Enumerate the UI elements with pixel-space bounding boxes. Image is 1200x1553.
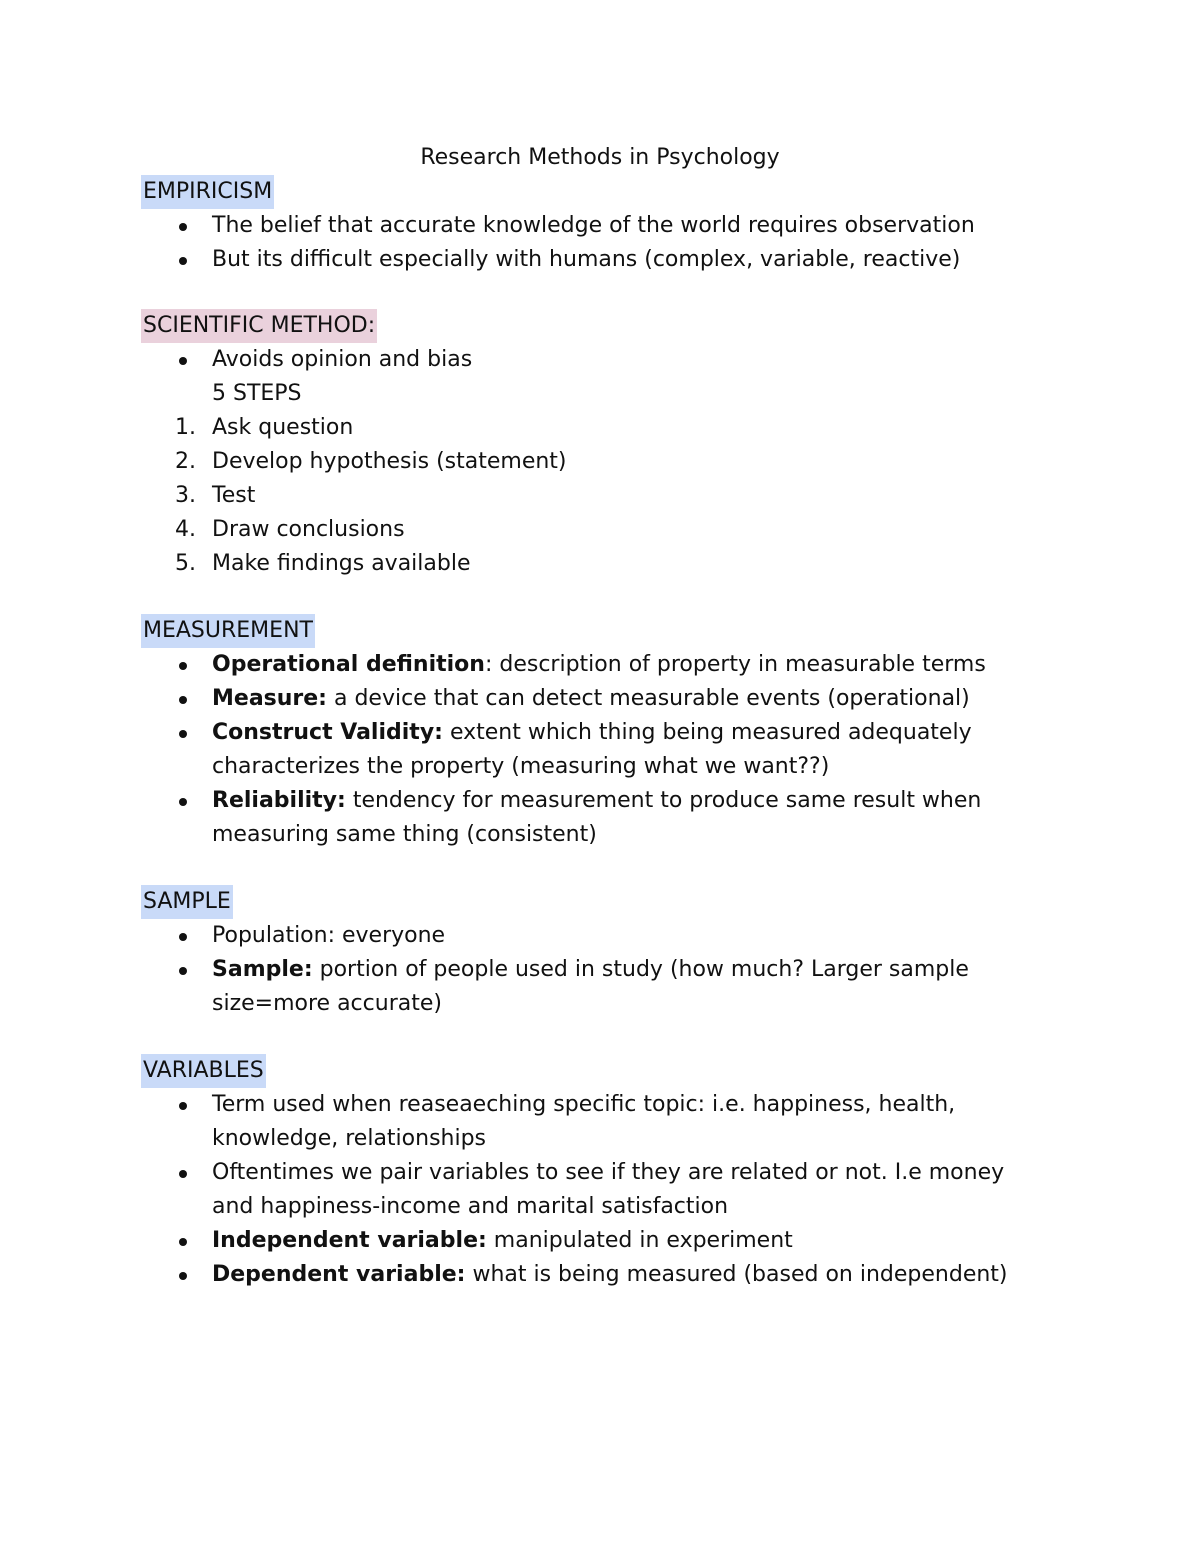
bullet-icon bbox=[179, 933, 187, 941]
term-label: Independent variable: bbox=[212, 1228, 487, 1253]
list-item bbox=[141, 648, 1041, 682]
bullet-icon bbox=[179, 1272, 187, 1280]
step-number: 4. bbox=[175, 517, 196, 542]
bullet-icon bbox=[179, 1238, 187, 1246]
section-variables bbox=[141, 1054, 1041, 1292]
section-measurement bbox=[141, 614, 1041, 852]
section-empiricism bbox=[141, 175, 1041, 277]
step-item bbox=[141, 513, 1041, 547]
section-heading-scientific-method: SCIENTIFIC METHOD: bbox=[141, 309, 377, 343]
step-number: 1. bbox=[175, 415, 196, 440]
term-definition: portion of people used in study (how much? Larger sample size=more accurate) bbox=[212, 957, 969, 1016]
bullet-icon bbox=[179, 798, 187, 806]
step-number: 2. bbox=[175, 449, 196, 474]
list-item-text: Avoids opinion and bias bbox=[212, 347, 473, 372]
term-definition: manipulated in experiment bbox=[486, 1228, 793, 1253]
bullet-icon bbox=[179, 967, 187, 975]
bullet-icon bbox=[179, 696, 187, 704]
bullet-icon bbox=[179, 1170, 187, 1178]
list-item bbox=[141, 209, 1041, 243]
section-scientific-method bbox=[141, 309, 1041, 581]
term-definition: a device that can detect measurable events (operational) bbox=[326, 686, 970, 711]
term-definition: extent which thing being measured adequately characterizes the property (measuring what we want??) bbox=[212, 720, 972, 779]
term-definition: : description of property in measurable terms bbox=[484, 652, 986, 677]
measurement-list bbox=[141, 648, 1041, 852]
term-definition: what is being measured (based on independent) bbox=[465, 1262, 1008, 1287]
list-item bbox=[141, 1156, 1041, 1224]
steps-label: 5 STEPS bbox=[212, 381, 302, 406]
list-item bbox=[141, 343, 1041, 377]
scientific-method-list bbox=[141, 343, 1041, 377]
term-label: Sample: bbox=[212, 957, 313, 982]
list-item bbox=[141, 1088, 1041, 1156]
section-heading-empiricism: EMPIRICISM bbox=[141, 175, 274, 209]
term-label: Construct Validity: bbox=[212, 720, 443, 745]
term-definition: Population: everyone bbox=[212, 923, 446, 948]
step-text: Draw conclusions bbox=[212, 517, 405, 542]
list-item bbox=[141, 953, 1041, 1021]
term-label: Operational definition bbox=[212, 652, 485, 677]
step-item bbox=[141, 445, 1041, 479]
bullet-icon bbox=[179, 357, 187, 365]
bullet-icon bbox=[179, 662, 187, 670]
step-item bbox=[141, 479, 1041, 513]
empiricism-list bbox=[141, 209, 1041, 277]
step-number: 3. bbox=[175, 483, 196, 508]
list-item bbox=[141, 1258, 1041, 1292]
section-heading-measurement: MEASUREMENT bbox=[141, 614, 315, 648]
term-label: Dependent variable: bbox=[212, 1262, 466, 1287]
step-text: Make findings available bbox=[212, 551, 471, 576]
bullet-icon bbox=[179, 730, 187, 738]
bullet-icon bbox=[179, 223, 187, 231]
term-label: Reliability: bbox=[212, 788, 346, 813]
list-item bbox=[141, 716, 1041, 784]
step-number: 5. bbox=[175, 551, 196, 576]
variables-list bbox=[141, 1088, 1041, 1292]
bullet-icon bbox=[179, 257, 187, 265]
list-item bbox=[141, 1224, 1041, 1258]
term-definition: Oftentimes we pair variables to see if they are related or not. I.e money and happiness-income and marital satisfaction bbox=[212, 1160, 1005, 1219]
term-definition: tendency for measurement to produce same result when measuring same thing (consistent) bbox=[212, 788, 982, 847]
list-item bbox=[141, 682, 1041, 716]
list-item bbox=[141, 243, 1041, 277]
document-title: Research Methods in Psychology bbox=[420, 145, 780, 170]
step-text: Develop hypothesis (statement) bbox=[212, 449, 567, 474]
section-sample bbox=[141, 885, 1041, 1021]
list-item bbox=[141, 784, 1041, 852]
sample-list bbox=[141, 919, 1041, 1021]
term-definition: Term used when reaseaeching specific topic: i.e. happiness, health, knowledge, relationships bbox=[212, 1092, 956, 1151]
steps-list bbox=[141, 411, 1041, 581]
term-label: Measure: bbox=[212, 686, 327, 711]
bullet-icon bbox=[179, 1102, 187, 1110]
step-item bbox=[141, 411, 1041, 445]
section-heading-sample: SAMPLE bbox=[141, 885, 233, 919]
step-item bbox=[141, 547, 1041, 581]
step-text: Ask question bbox=[212, 415, 354, 440]
section-heading-variables: VARIABLES bbox=[141, 1054, 266, 1088]
list-item bbox=[141, 919, 1041, 953]
list-item-text: But its difficult especially with humans (complex, variable, reactive) bbox=[212, 247, 961, 272]
list-item-text: The belief that accurate knowledge of the world requires observation bbox=[212, 213, 975, 238]
step-text: Test bbox=[212, 483, 256, 508]
